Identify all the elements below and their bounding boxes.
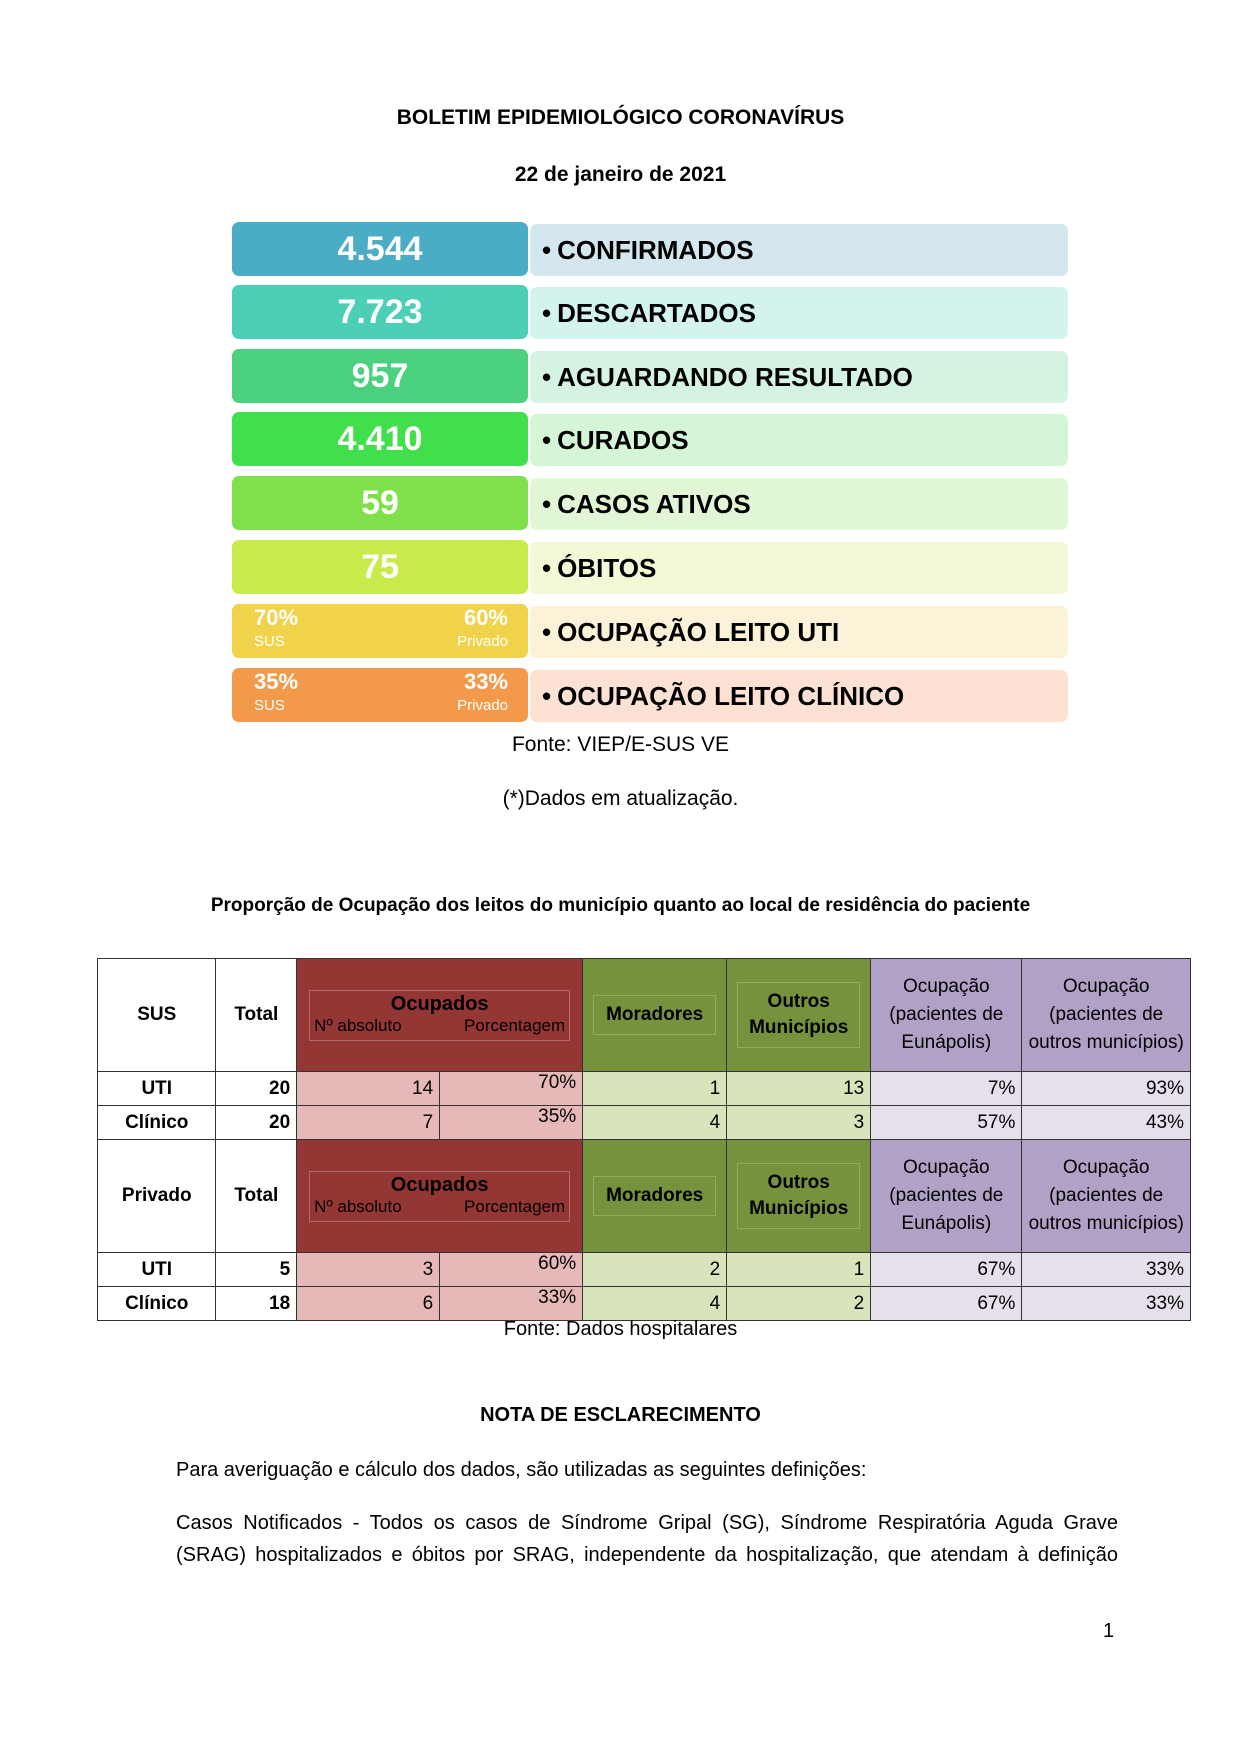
header-porcentagem: Porcentagem	[464, 1015, 566, 1035]
private-percent: 60%	[463, 605, 508, 630]
stat-row	[232, 476, 1068, 530]
header-occ-eunapolis: Ocupação (pacientes de Eunápolis)	[871, 959, 1022, 1072]
cell-moradores: 4	[583, 1287, 727, 1321]
bullet-icon: •	[542, 235, 552, 265]
bed-occupancy-row	[232, 668, 1068, 722]
private-percent: 33%	[463, 669, 508, 694]
header-occ-eunapolis: Ocupação (pacientes de Eunápolis)	[871, 1140, 1022, 1253]
cell-occ-eunapolis: 67%	[871, 1287, 1022, 1321]
cell-porcentagem: 35%	[440, 1106, 583, 1140]
stat-label-text: AGUARDANDO RESULTADO	[557, 362, 913, 392]
bullet-icon: •	[542, 681, 552, 711]
table-row	[98, 1072, 1191, 1106]
header-ocupados	[297, 959, 583, 1072]
cell-total: 18	[216, 1287, 297, 1321]
cell-absoluto: 14	[297, 1072, 440, 1106]
bullet-icon: •	[542, 553, 552, 583]
header-ocupados-title: Ocupados	[390, 1173, 489, 1196]
table-header-row	[98, 959, 1191, 1072]
cell-occ-eunapolis: 7%	[871, 1072, 1022, 1106]
stat-label	[530, 414, 1068, 466]
table-row	[98, 1287, 1191, 1321]
cell-occ-outros: 33%	[1022, 1287, 1191, 1321]
table-title: Proporção de Ocupação dos leitos do município quanto ao local de residência do paciente	[210, 895, 1031, 916]
header-moradores: Moradores	[583, 959, 727, 1072]
cell-total: 20	[216, 1072, 297, 1106]
page-title: BOLETIM EPIDEMIOLÓGICO CORONAVÍRUS	[396, 106, 845, 129]
private-occupancy	[457, 670, 508, 718]
stat-value: 4.410	[232, 412, 528, 466]
bullet-icon: •	[542, 362, 552, 392]
cell-outros: 3	[727, 1106, 871, 1140]
cell-absoluto: 6	[297, 1287, 440, 1321]
header-absoluto: Nº absoluto	[314, 1196, 402, 1216]
stat-label-text: DESCARTADOS	[557, 298, 756, 328]
header-occ-outros: Ocupação (pacientes de outros municípios)	[1022, 959, 1191, 1072]
cell-occ-outros: 43%	[1022, 1106, 1191, 1140]
bullet-icon: •	[542, 298, 552, 328]
bed-type: UTI	[98, 1072, 216, 1106]
cell-porcentagem: 70%	[440, 1072, 583, 1106]
header-total: Total	[216, 959, 297, 1072]
header-porcentagem: Porcentagem	[464, 1196, 566, 1216]
bed-type: UTI	[98, 1253, 216, 1287]
cell-outros: 2	[727, 1287, 871, 1321]
stat-label	[530, 224, 1068, 276]
sus-occupancy	[254, 606, 298, 654]
bullet-icon: •	[542, 617, 552, 647]
stat-label-text: OCUPAÇÃO LEITO UTI	[557, 617, 840, 647]
stat-label-text: OCUPAÇÃO LEITO CLÍNICO	[557, 681, 905, 711]
header-ocupados-title: Ocupados	[390, 992, 489, 1015]
stat-label	[530, 670, 1068, 722]
stat-value: 7.723	[232, 285, 528, 339]
cell-outros: 13	[727, 1072, 871, 1106]
cell-occ-eunapolis: 67%	[871, 1253, 1022, 1287]
header-outros: Outros Municípios	[727, 1140, 871, 1253]
sus-percent: 35%	[254, 669, 299, 694]
group-name: Privado	[98, 1140, 216, 1253]
private-label: Privado	[457, 633, 508, 650]
stat-row	[232, 222, 1068, 276]
bed-occupancy-row	[232, 604, 1068, 658]
cell-moradores: 4	[583, 1106, 727, 1140]
sus-percent: 70%	[254, 605, 299, 630]
sus-occupancy	[254, 670, 298, 718]
stat-row	[232, 285, 1068, 339]
occupancy-table	[97, 958, 1191, 1321]
report-date: 22 de janeiro de 2021	[514, 163, 727, 186]
table-row	[98, 1253, 1191, 1287]
header-moradores: Moradores	[583, 1140, 727, 1253]
private-label: Privado	[457, 697, 508, 714]
stat-label-text: CURADOS	[557, 425, 689, 455]
bed-type: Clínico	[98, 1287, 216, 1321]
sus-label: SUS	[254, 697, 285, 714]
cell-moradores: 1	[583, 1072, 727, 1106]
stats-source: Fonte: VIEP/E-SUS VE	[511, 733, 730, 756]
stat-row	[232, 349, 1068, 403]
cell-absoluto: 3	[297, 1253, 440, 1287]
page-number: 1	[1103, 1620, 1115, 1642]
update-note: (*)Dados em atualização.	[502, 787, 739, 810]
stat-label	[530, 478, 1068, 530]
stat-label-text: CASOS ATIVOS	[557, 489, 751, 519]
cell-absoluto: 7	[297, 1106, 440, 1140]
cell-occ-eunapolis: 57%	[871, 1106, 1022, 1140]
cell-porcentagem: 33%	[440, 1287, 583, 1321]
stat-label	[530, 606, 1068, 658]
stat-value: 75	[232, 540, 528, 594]
header-total: Total	[216, 1140, 297, 1253]
stat-label	[530, 287, 1068, 339]
stat-value: 59	[232, 476, 528, 530]
stat-label-text: ÓBITOS	[557, 553, 657, 583]
sus-label: SUS	[254, 633, 285, 650]
stat-label	[530, 351, 1068, 403]
cell-occ-outros: 93%	[1022, 1072, 1191, 1106]
bed-type: Clínico	[98, 1106, 216, 1140]
bullet-icon: •	[542, 425, 552, 455]
cell-total: 20	[216, 1106, 297, 1140]
bed-occupancy-values	[232, 604, 528, 658]
table-source: Fonte: Dados hospitalares	[503, 1318, 738, 1340]
nota-title: NOTA DE ESCLARECIMENTO	[480, 1404, 761, 1426]
stat-row	[232, 412, 1068, 466]
group-name: SUS	[98, 959, 216, 1072]
table-row	[98, 1106, 1191, 1140]
header-absoluto: Nº absoluto	[314, 1015, 402, 1035]
cell-porcentagem: 60%	[440, 1253, 583, 1287]
cell-occ-outros: 33%	[1022, 1253, 1191, 1287]
stat-value: 4.544	[232, 222, 528, 276]
stat-label	[530, 542, 1068, 594]
header-ocupados	[297, 1140, 583, 1253]
header-occ-outros: Ocupação (pacientes de outros municípios)	[1022, 1140, 1191, 1253]
table-header-row	[98, 1140, 1191, 1253]
nota-paragraph: Para averiguação e cálculo dos dados, são utilizadas as seguintes definições:	[176, 1459, 867, 1481]
stat-label-text: CONFIRMADOS	[557, 235, 754, 265]
header-outros: Outros Municípios	[727, 959, 871, 1072]
cell-moradores: 2	[583, 1253, 727, 1287]
private-occupancy	[457, 606, 508, 654]
cell-total: 5	[216, 1253, 297, 1287]
cell-outros: 1	[727, 1253, 871, 1287]
nota-paragraph: Casos Notificados - Todos os casos de Síndrome Gripal (SG), Síndrome Respiratória Aguda Grave (SRAG) hospitalizados e óbitos por SRAG, independente da hospitalização, que atendam à definição	[176, 1512, 1118, 1566]
bed-occupancy-values	[232, 668, 528, 722]
bullet-icon: •	[542, 489, 552, 519]
stat-value: 957	[232, 349, 528, 403]
stat-row	[232, 540, 1068, 594]
